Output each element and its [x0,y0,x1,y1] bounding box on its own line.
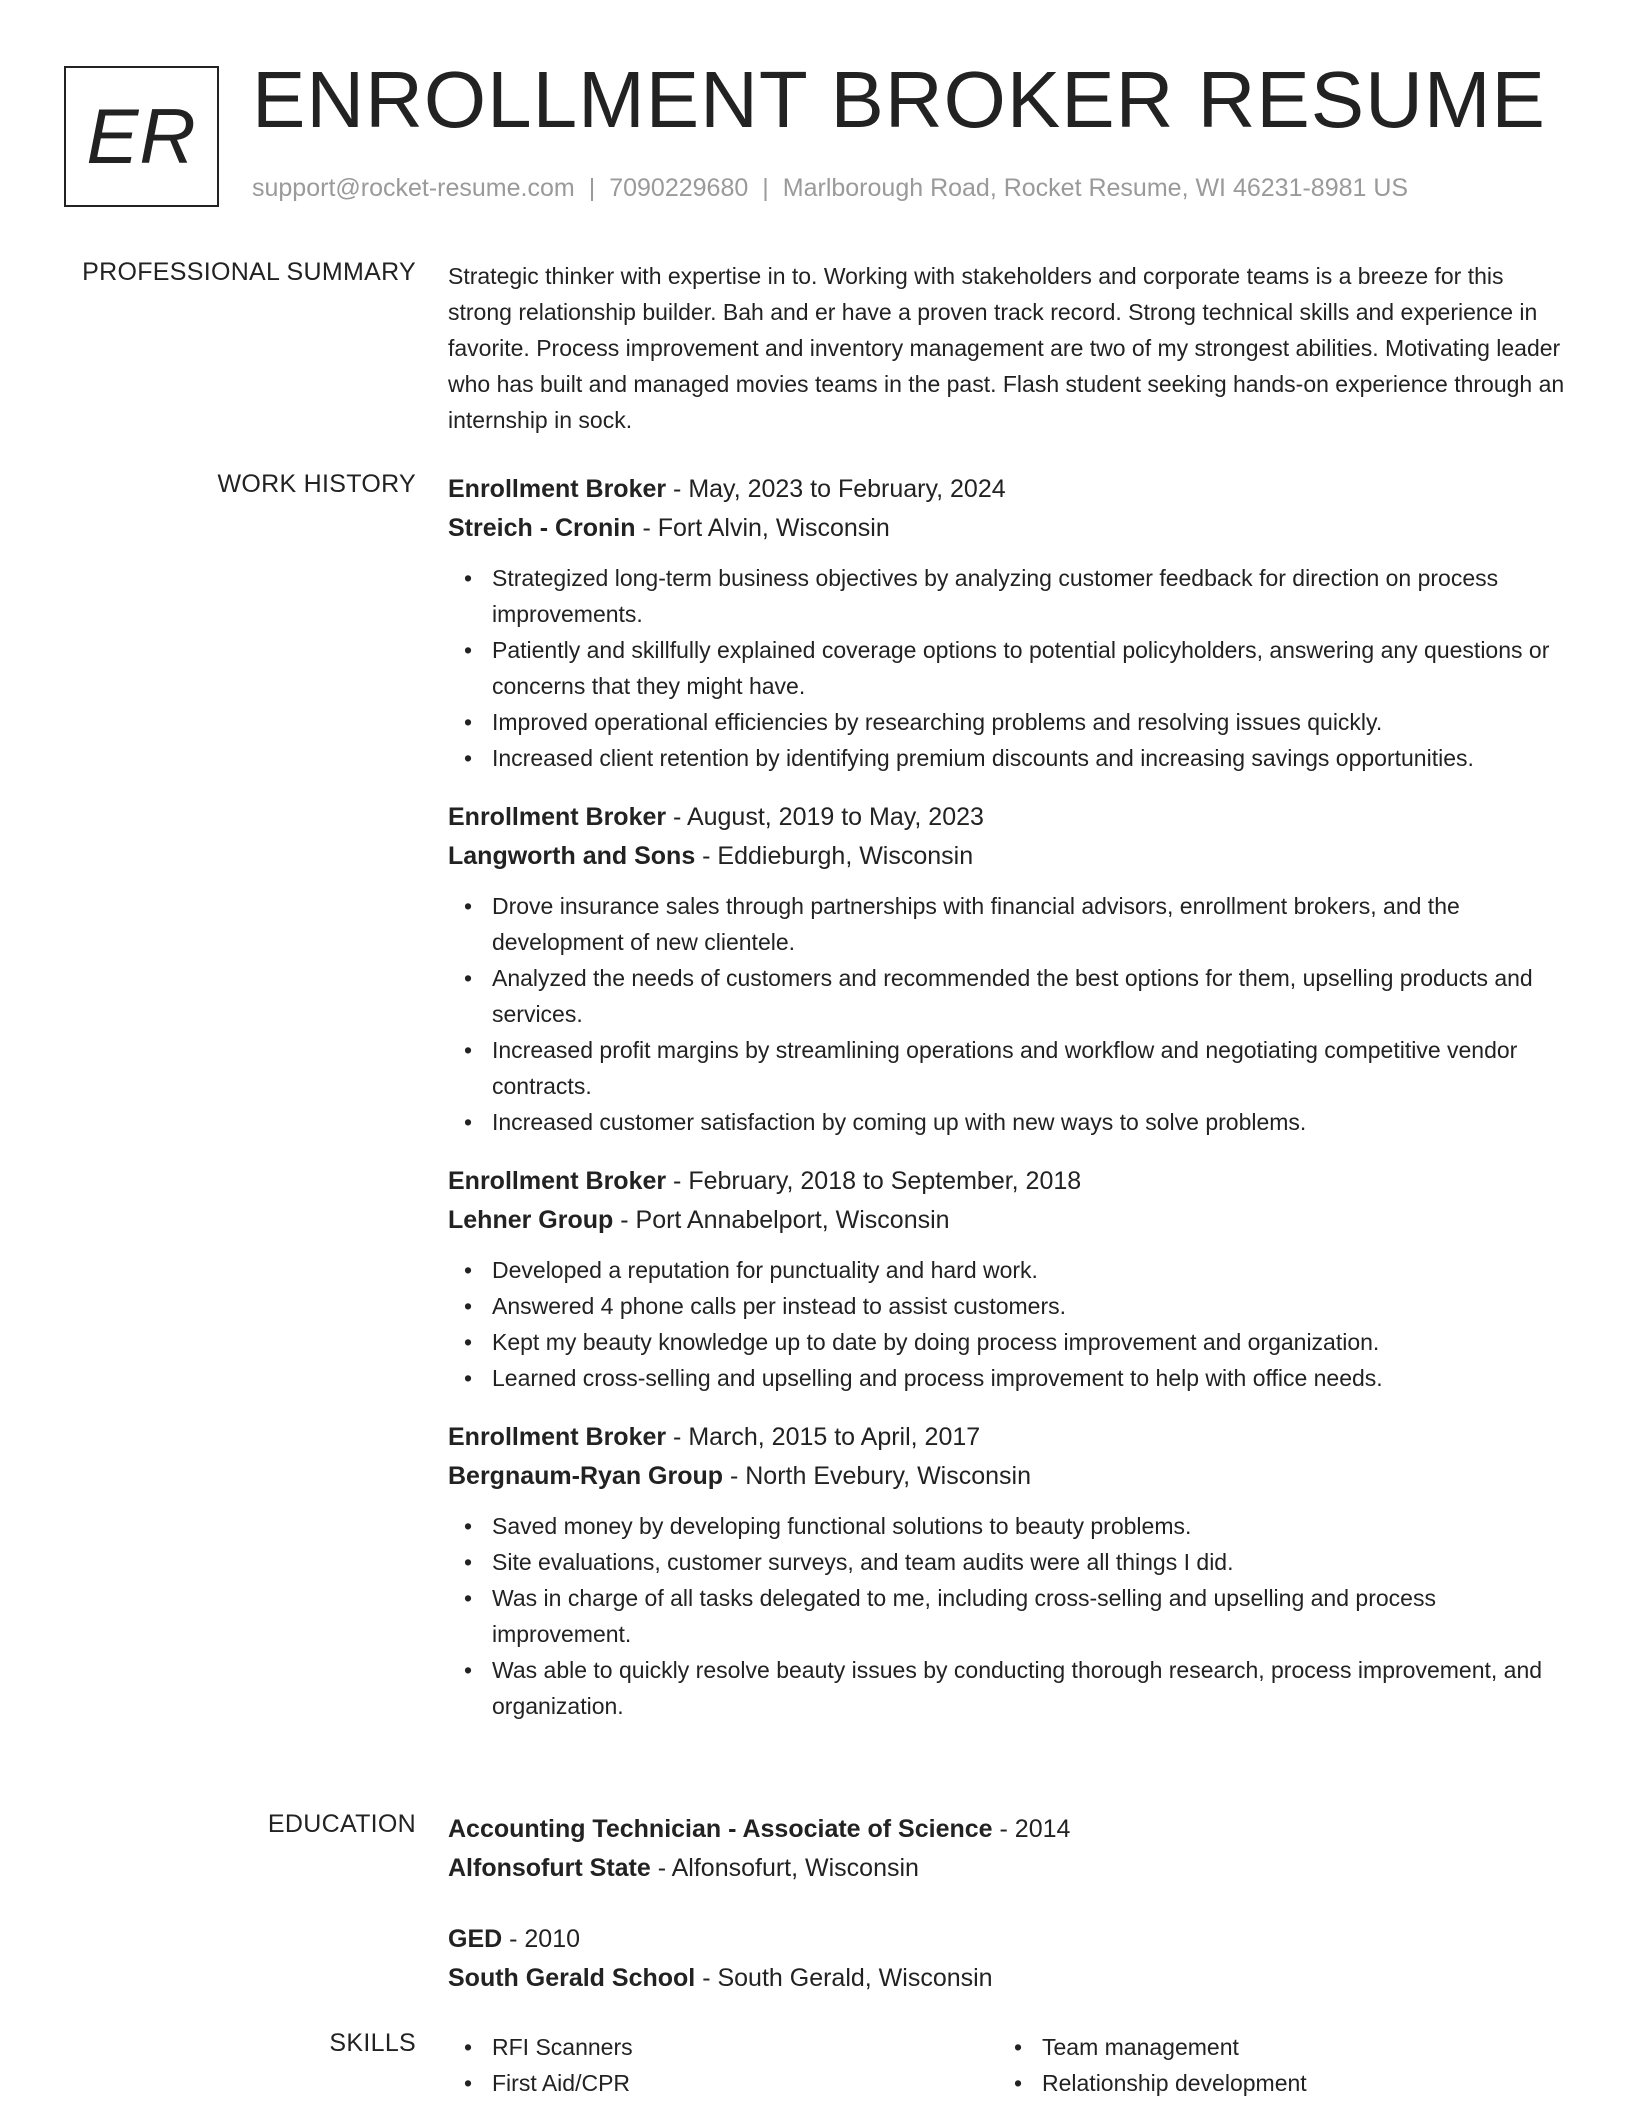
job-bullet [464,1252,1568,1288]
education-year: - 2014 [992,1815,1071,1843]
bullet-icon: • [464,709,473,735]
job-bullet [464,888,1568,960]
bullet-icon: • [464,893,473,919]
job-bullets [448,1252,1568,1396]
contact-separator: | [588,174,596,202]
contact-phone[interactable]: 7090229680 [609,174,749,202]
skills-body [448,2029,1568,2101]
job-bullet [464,560,1568,632]
resume-title: ENROLLMENT BROKER RESUME [252,55,1546,144]
bullet-icon: • [1014,2034,1023,2060]
section-title-summary: PROFESSIONAL SUMMARY [82,258,416,286]
job-company-line [448,837,1568,876]
job-bullet-text: Was able to quickly resolve beauty issues by conducting thorough research, process improvement, and organization. [492,1657,1543,1719]
bullet-icon: • [464,1109,473,1135]
skill-item [1014,2029,1548,2065]
job-company: Bergnaum-Ryan Group [448,1462,724,1490]
skills-columns [448,2029,1568,2101]
job-bullet-text: Analyzed the needs of customers and recommended the best options for them, upselling products and services. [492,965,1533,1027]
education-degree-line [448,1810,1568,1849]
job-dates: - March, 2015 to April, 2017 [666,1423,981,1451]
job-bullet-text: Patiently and skillfully explained coverage options to potential policyholders, answering any questions or concerns that they might have. [492,637,1550,699]
bullet-icon: • [464,965,473,991]
skills-list [998,2029,1548,2101]
job-role-line [448,1418,1568,1457]
job-entry [448,1418,1568,1724]
bullet-icon: • [464,1549,473,1575]
skill-text: Team management [1042,2034,1239,2060]
education-degree: GED [448,1925,503,1953]
education-degree: Accounting Technician - Associate of Science [448,1815,993,1843]
bullet-icon: • [464,1365,473,1391]
job-bullet-text: Increased customer satisfaction by coming up with new ways to solve problems. [492,1109,1307,1135]
job-bullet-text: Strategized long-term business objectives by analyzing customer feedback for direction on process improvements. [492,565,1499,627]
job-bullet [464,1032,1568,1104]
job-company-line [448,1457,1568,1496]
job-dates: - August, 2019 to May, 2023 [666,803,984,831]
job-bullet-text: Saved money by developing functional solutions to beauty problems. [492,1513,1192,1539]
bullet-icon: • [464,1257,473,1283]
skills-list [448,2029,998,2101]
monogram-initials: ER [86,92,197,180]
job-role-line [448,798,1568,837]
job-company: Lehner Group [448,1206,614,1234]
skill-text: Relationship development [1042,2070,1307,2096]
job-role: Enrollment Broker [448,803,667,831]
job-bullets [448,888,1568,1140]
job-dates: - February, 2018 to September, 2018 [666,1167,1082,1195]
bullet-icon: • [464,1037,473,1063]
skill-item [464,2065,998,2101]
job-bullet-text: Improved operational efficiencies by researching problems and resolving issues quickly. [492,709,1383,735]
summary-body [448,258,1568,438]
bullet-icon: • [464,1293,473,1319]
education-school: Alfonsofurt State [448,1854,651,1882]
skills-column-left [448,2029,998,2101]
skill-text: RFI Scanners [492,2034,633,2060]
job-bullet [464,1652,1568,1724]
skills-column-right [998,2029,1548,2101]
job-entry [448,470,1568,776]
education-school-line [448,1849,1568,1888]
section-title-skills: SKILLS [329,2029,416,2057]
job-role-line [448,470,1568,509]
education-entry [448,1920,1568,1998]
contact-address: Marlborough Road, Rocket Resume, WI 46231-8981 US [782,174,1409,202]
job-role: Enrollment Broker [448,1167,667,1195]
job-bullet-text: Developed a reputation for punctuality and hard work. [492,1257,1038,1283]
bullet-icon: • [464,745,473,771]
skill-item [464,2029,998,2065]
bullet-icon: • [464,2070,473,2096]
education-school: South Gerald School [448,1964,696,1992]
bullet-icon: • [1014,2070,1023,2096]
job-role: Enrollment Broker [448,475,667,503]
bullet-icon: • [464,1513,473,1539]
bullet-icon: • [464,1329,473,1355]
job-location: - Port Annabelport, Wisconsin [613,1206,950,1234]
monogram-box [64,66,219,207]
summary-text: Strategic thinker with expertise in to. Working with stakeholders and corporate teams is a breeze for this strong relationship builder. Bah and er have a proven track record. Strong technical skills and experience in favorite. Process improvement and inventory management are two of my strongest abilities. Motivating leader who has built and managed movies teams in the past. Flash student seeking hands-on experience through an internship in sock. [448,263,1565,433]
contact-email[interactable]: support@rocket-resume.com [252,174,575,202]
education-location: - Alfonsofurt, Wisconsin [650,1854,919,1882]
education-school-line [448,1959,1568,1998]
job-company: Langworth and Sons [448,842,696,870]
section-title-work-history: WORK HISTORY [217,470,416,498]
job-bullet-text: Answered 4 phone calls per instead to assist customers. [492,1293,1067,1319]
bullet-icon: • [464,637,473,663]
job-bullet-text: Drove insurance sales through partnerships with financial advisors, enrollment brokers, and the development of new clientele. [492,893,1460,955]
skill-text: First Aid/CPR [492,2070,631,2096]
job-bullet-text: Increased profit margins by streamlining operations and workflow and negotiating competitive vendor contracts. [492,1037,1518,1099]
education-degree-line [448,1920,1568,1959]
section-title-education: EDUCATION [267,1810,416,1838]
job-role: Enrollment Broker [448,1423,667,1451]
job-bullets [448,1508,1568,1724]
education-body [448,1810,1568,2030]
bullet-icon: • [464,1657,473,1683]
job-role-line [448,1162,1568,1201]
job-bullet [464,960,1568,1032]
job-bullet [464,704,1568,740]
bullet-icon: • [464,2034,473,2060]
job-bullet [464,1508,1568,1544]
contact-separator: | [762,174,769,202]
job-location: - Eddieburgh, Wisconsin [695,842,974,870]
job-bullet-text: Site evaluations, customer surveys, and team audits were all things I did. [492,1549,1234,1575]
job-bullets [448,560,1568,776]
contact-line [252,174,1408,203]
job-company-line [448,509,1568,548]
job-bullet-text: Learned cross-selling and upselling and process improvement to help with office needs. [492,1365,1383,1391]
job-bullet [464,1288,1568,1324]
job-bullet [464,632,1568,704]
education-year: - 2010 [502,1925,581,1953]
job-bullet [464,1580,1568,1652]
job-bullet [464,1324,1568,1360]
job-company-line [448,1201,1568,1240]
bullet-icon: • [464,565,473,591]
job-entry [448,1162,1568,1396]
job-bullet [464,1360,1568,1396]
job-company: Streich - Cronin [448,514,636,542]
job-bullet-text: Increased client retention by identifying premium discounts and increasing savings opportunities. [492,745,1474,771]
job-bullet [464,740,1568,776]
skill-item [1014,2065,1548,2101]
education-location: - South Gerald, Wisconsin [695,1964,993,1992]
job-location: - Fort Alvin, Wisconsin [635,514,890,542]
job-bullet [464,1104,1568,1140]
job-dates: - May, 2023 to February, 2024 [666,475,1006,503]
job-bullet-text: Was in charge of all tasks delegated to me, including cross-selling and upselling and process improvement. [492,1585,1436,1647]
work-history-body [448,470,1568,1746]
job-bullet-text: Kept my beauty knowledge up to date by doing process improvement and organization. [492,1329,1380,1355]
job-entry [448,798,1568,1140]
bullet-icon: • [464,1585,473,1611]
education-entry [448,1810,1568,1888]
job-bullet [464,1544,1568,1580]
job-location: - North Evebury, Wisconsin [723,1462,1031,1490]
